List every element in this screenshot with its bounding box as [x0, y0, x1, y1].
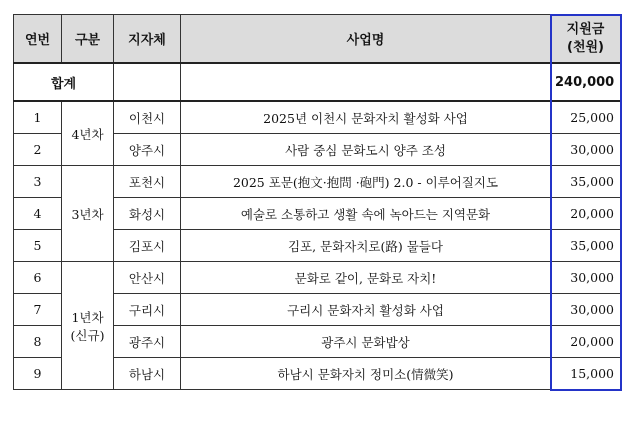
row-number: 8 — [14, 326, 62, 358]
row-amount: 20,000 — [551, 198, 621, 230]
row-number: 9 — [14, 358, 62, 390]
header-category: 구분 — [62, 15, 114, 64]
row-amount: 35,000 — [551, 166, 621, 198]
header-row — [14, 15, 621, 64]
row-amount: 25,000 — [551, 101, 621, 134]
row-project: 사람 중심 문화도시 양주 조성 — [181, 134, 551, 166]
row-project: 구리시 문화자치 활성화 사업 — [181, 294, 551, 326]
row-city: 이천시 — [114, 101, 181, 134]
total-amount: 240,000 — [551, 63, 621, 101]
header-amount — [551, 15, 621, 64]
row-number: 1 — [14, 101, 62, 134]
group-label-line1: 1년차 — [71, 309, 104, 325]
row-city: 포천시 — [114, 166, 181, 198]
total-label: 합계 — [14, 63, 114, 101]
row-project: 광주시 문화밥상 — [181, 326, 551, 358]
row-amount: 20,000 — [551, 326, 621, 358]
row-city: 양주시 — [114, 134, 181, 166]
row-project: 하남시 문화자치 정미소(情微笑) — [181, 358, 551, 390]
total-city-empty — [114, 63, 181, 101]
header-city: 지자체 — [114, 15, 181, 64]
group-label: 4년차 — [62, 101, 114, 166]
row-project: 김포, 문화자치로(路) 물들다 — [181, 230, 551, 262]
row-project: 2025 포문(抱文·抱問 ·砲門) 2.0 - 이루어질지도 — [181, 166, 551, 198]
funding-table — [13, 14, 621, 390]
table-row — [14, 166, 621, 198]
row-city: 김포시 — [114, 230, 181, 262]
row-amount: 30,000 — [551, 134, 621, 166]
row-city: 구리시 — [114, 294, 181, 326]
row-amount: 15,000 — [551, 358, 621, 390]
total-project-empty — [181, 63, 551, 101]
group-label: 3년차 — [62, 166, 114, 262]
row-project: 예술로 소통하고 생활 속에 녹아드는 지역문화 — [181, 198, 551, 230]
row-number: 6 — [14, 262, 62, 294]
row-number: 2 — [14, 134, 62, 166]
row-amount: 30,000 — [551, 294, 621, 326]
header-project: 사업명 — [181, 15, 551, 64]
table-container — [13, 14, 624, 390]
header-amount-line2: (천원) — [567, 39, 604, 55]
total-row — [14, 63, 621, 101]
row-number: 3 — [14, 166, 62, 198]
row-city: 광주시 — [114, 326, 181, 358]
row-number: 4 — [14, 198, 62, 230]
header-no: 연번 — [14, 15, 62, 64]
row-city: 안산시 — [114, 262, 181, 294]
row-project: 2025년 이천시 문화자치 활성화 사업 — [181, 101, 551, 134]
group-label-line2: (신규) — [70, 327, 105, 343]
group-label — [62, 262, 114, 390]
row-number: 7 — [14, 294, 62, 326]
table-row — [14, 101, 621, 134]
row-number: 5 — [14, 230, 62, 262]
header-amount-line1: 지원금 — [566, 21, 605, 37]
row-city: 하남시 — [114, 358, 181, 390]
row-city: 화성시 — [114, 198, 181, 230]
row-project: 문화로 같이, 문화로 자치! — [181, 262, 551, 294]
row-amount: 30,000 — [551, 262, 621, 294]
table-row — [14, 262, 621, 294]
row-amount: 35,000 — [551, 230, 621, 262]
